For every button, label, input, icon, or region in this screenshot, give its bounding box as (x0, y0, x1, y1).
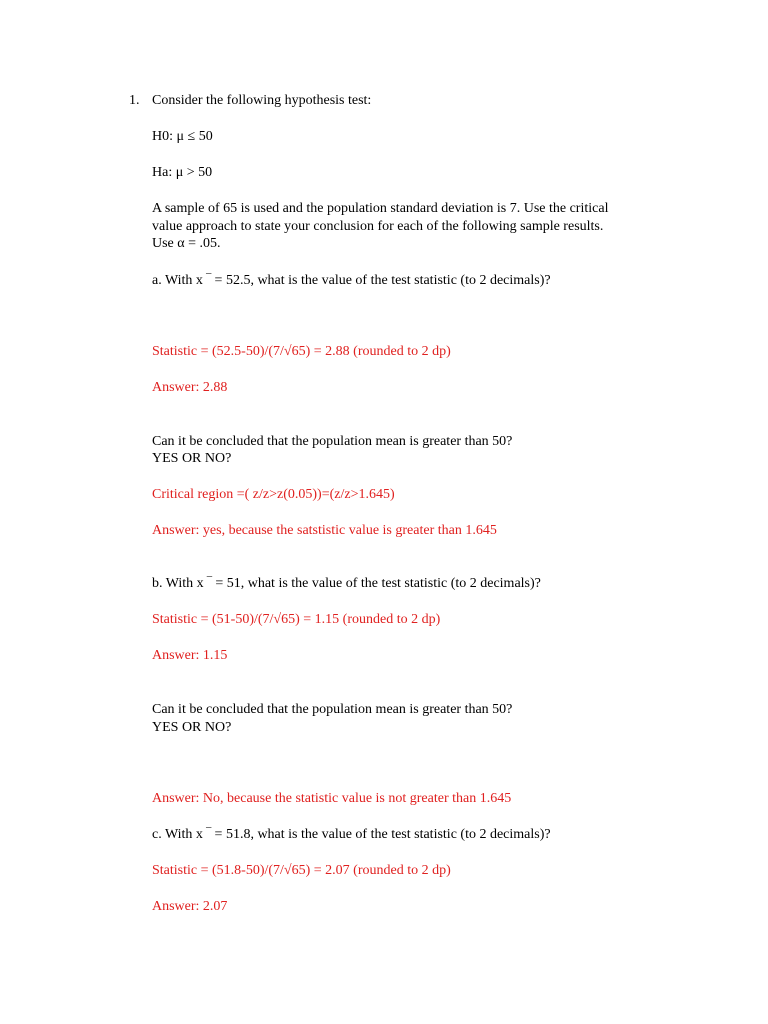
question-number: 1. (129, 93, 140, 108)
part-c-answer: Answer: 2.07 (152, 899, 228, 914)
part-a-conclusion: Answer: yes, because the satstistic value is greater than 1.645 (152, 523, 497, 538)
setup-line-3: Use α = .05. (152, 236, 221, 251)
part-c-statistic: Statistic = (51.8-50)/(7/√65) = 2.07 (rounded to 2 dp) (152, 863, 451, 878)
null-hypothesis: H0: μ ≤ 50 (152, 129, 213, 144)
part-b-question: b. With x ‾ = 51, what is the value of the test statistic (to 2 decimals)? (152, 576, 541, 591)
question-intro: Consider the following hypothesis test: (152, 93, 372, 108)
part-a-yes-no: YES OR NO? (152, 451, 232, 466)
part-a-question: a. With x ‾ = 52.5, what is the value of the test statistic (to 2 decimals)? (152, 273, 551, 288)
part-a-statistic: Statistic = (52.5-50)/(7/√65) = 2.88 (rounded to 2 dp) (152, 344, 451, 359)
part-c-question: c. With x ‾ = 51.8, what is the value of the test statistic (to 2 decimals)? (152, 827, 551, 842)
part-a-conclude-question: Can it be concluded that the population mean is greater than 50? (152, 434, 513, 449)
alternative-hypothesis: Ha: μ > 50 (152, 165, 213, 180)
part-b-yes-no: YES OR NO? (152, 720, 232, 735)
part-a-critical-region: Critical region =( z/z>z(0.05))=(z/z>1.645) (152, 487, 395, 502)
part-a-answer: Answer: 2.88 (152, 380, 228, 395)
part-b-answer: Answer: 1.15 (152, 648, 228, 663)
part-b-conclusion: Answer: No, because the statistic value is not greater than 1.645 (152, 791, 512, 806)
part-b-statistic: Statistic = (51-50)/(7/√65) = 1.15 (rounded to 2 dp) (152, 612, 441, 627)
setup-line-2: value approach to state your conclusion for each of the following sample results. (152, 219, 604, 234)
part-b-conclude-question: Can it be concluded that the population mean is greater than 50? (152, 702, 513, 717)
setup-line-1: A sample of 65 is used and the population standard deviation is 7. Use the critical (152, 201, 609, 216)
